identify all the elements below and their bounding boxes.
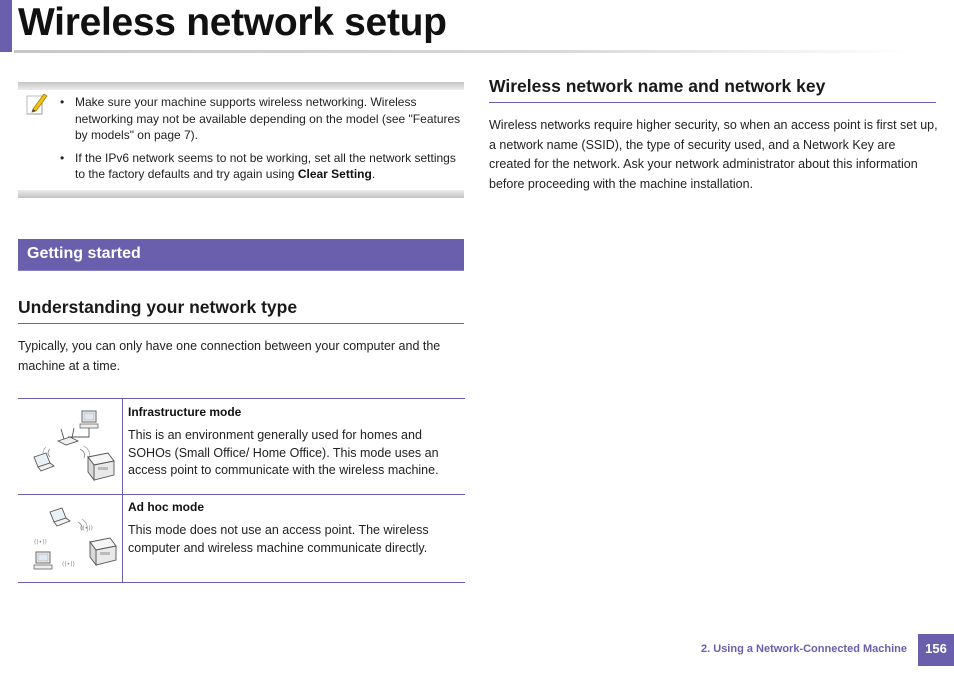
title-accent-bar xyxy=(0,0,12,52)
infrastructure-network-icon xyxy=(18,399,123,494)
bullet: • xyxy=(60,95,65,109)
note-item xyxy=(58,94,464,144)
mode-title: Ad hoc mode xyxy=(128,500,205,514)
title-underline xyxy=(14,50,914,53)
clear-setting-term: Clear Setting xyxy=(297,167,372,181)
mode-text xyxy=(128,499,463,557)
page-title: Wireless network setup xyxy=(18,1,447,44)
footer-chapter: 2. Using a Network-Connected Machine xyxy=(701,643,907,655)
network-key-body: Wireless networks require higher security, so when an access point is first set up, a network name (SSID), the type of security used, and a Network Key are created for the network. Ask your network administrator about this information before proceeding with the machine installation. xyxy=(489,118,938,191)
network-key-heading: Wireless network name and network key xyxy=(489,76,826,96)
bullet: • xyxy=(60,150,65,165)
note-list xyxy=(58,94,464,189)
page-number: 156 xyxy=(918,634,954,666)
network-type-intro: Typically, you can only have one connection between your computer and the machine at a time. xyxy=(18,339,441,373)
svg-text:((•)): ((•)) xyxy=(34,539,47,546)
svg-text:((•)): ((•)) xyxy=(62,561,75,568)
adhoc-network-icon xyxy=(18,494,123,583)
mode-description: This is an environment generally used for homes and SOHOs (Small Office/ Home Office). This mode uses an access point to communicate with the wireless machine. xyxy=(128,428,439,477)
note-pencil-icon xyxy=(26,92,48,116)
network-key-heading-rule xyxy=(489,102,936,103)
note-item-text: Make sure your machine supports wireless networking. Wireless networking may not be available depending on the model (see "Features by models" on page 7). xyxy=(75,95,461,142)
network-type-heading-rule xyxy=(18,323,464,324)
mode-row-infrastructure xyxy=(18,399,465,495)
mode-title: Infrastructure mode xyxy=(128,405,242,419)
network-type-heading: Understanding your network type xyxy=(18,297,298,317)
mode-row-adhoc xyxy=(18,494,465,583)
note-box xyxy=(18,82,464,198)
note-item xyxy=(58,150,464,183)
network-mode-table xyxy=(18,398,465,583)
note-item-end: . xyxy=(371,167,376,181)
svg-text:((•)): ((•)) xyxy=(80,525,93,532)
mode-text xyxy=(128,404,463,480)
section-banner: Getting started xyxy=(18,239,464,271)
mode-description: This mode does not use an access point. The wireless computer and wireless machine communicate directly. xyxy=(128,523,429,555)
note-item-text: If the IPv6 network seems to not be working, set all the network settings to the factory defaults and try again using xyxy=(75,150,456,181)
